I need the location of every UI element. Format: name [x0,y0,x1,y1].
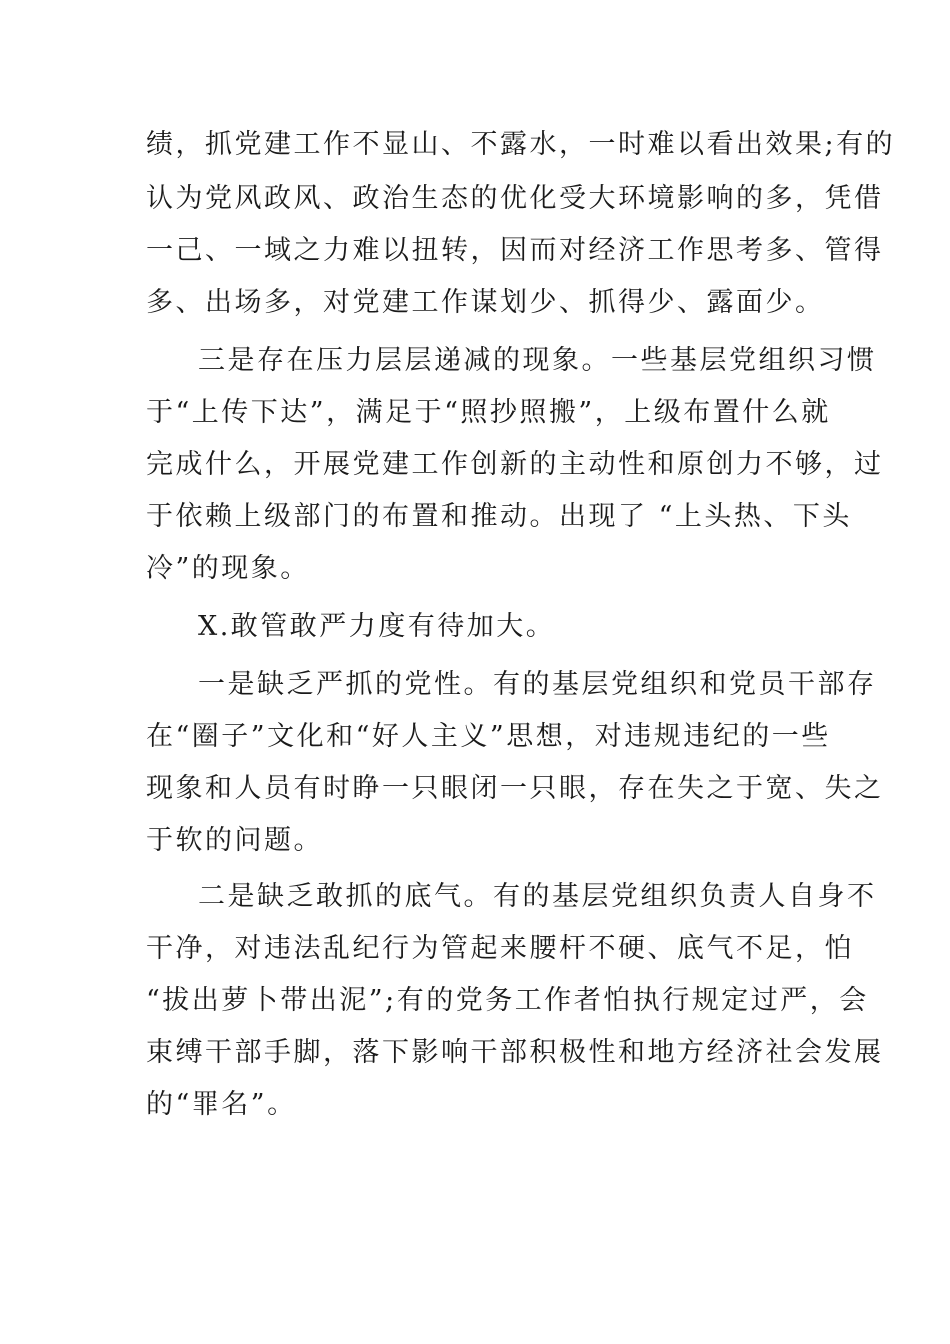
text-line: 一己、一域之力难以扭转，因而对经济工作思考多、管得 [146,235,884,266]
text-line: 束缚干部手脚，落下影响干部积极性和地方经济社会发展 [146,1037,884,1068]
section-heading: X.敢管敢严力度有待加大。 [198,611,556,642]
text-line: 绩，抓党建工作不显山、不露水，一时难以看出效果;有的 [146,129,896,160]
text-line: “拔出萝卜带出泥”;有的党务工作者怕执行规定过严，会 [146,985,869,1016]
text-line: 多、出场多，对党建工作谋划少、抓得少、露面少。 [146,287,825,318]
text-line: 完成什么，开展党建工作创新的主动性和原创力不够，过 [146,449,884,480]
text-line: 的“罪名”。 [146,1089,297,1120]
text-line: 冷”的现象。 [146,553,310,584]
text-line: 现象和人员有时睁一只眼闭一只眼，存在失之于宽、失之 [146,773,884,804]
paragraph-start-line: 二是缺乏敢抓的底气。有的基层党组织负责人自身不 [198,881,877,912]
text-line: 在“圈子”文化和“好人主义”思想，对违规违纪的一些 [146,721,831,752]
text-line: 于软的问题。 [146,825,323,856]
text-line: 于依赖上级部门的布置和推动。出现了 “上头热、下头 [146,501,852,532]
paragraph-start-line: 三是存在压力层层递减的现象。一些基层党组织习惯 [198,345,877,376]
text-line: 于“上传下达”，满足于“照抄照搬”，上级布置什么就 [146,397,831,428]
text-line: 干净，对违法乱纪行为管起来腰杆不硬、底气不足，怕 [146,933,854,964]
paragraph-start-line: 一是缺乏严抓的党性。有的基层党组织和党员干部存 [198,669,877,700]
text-line: 认为党风政风、政治生态的优化受大环境影响的多，凭借 [146,183,884,214]
